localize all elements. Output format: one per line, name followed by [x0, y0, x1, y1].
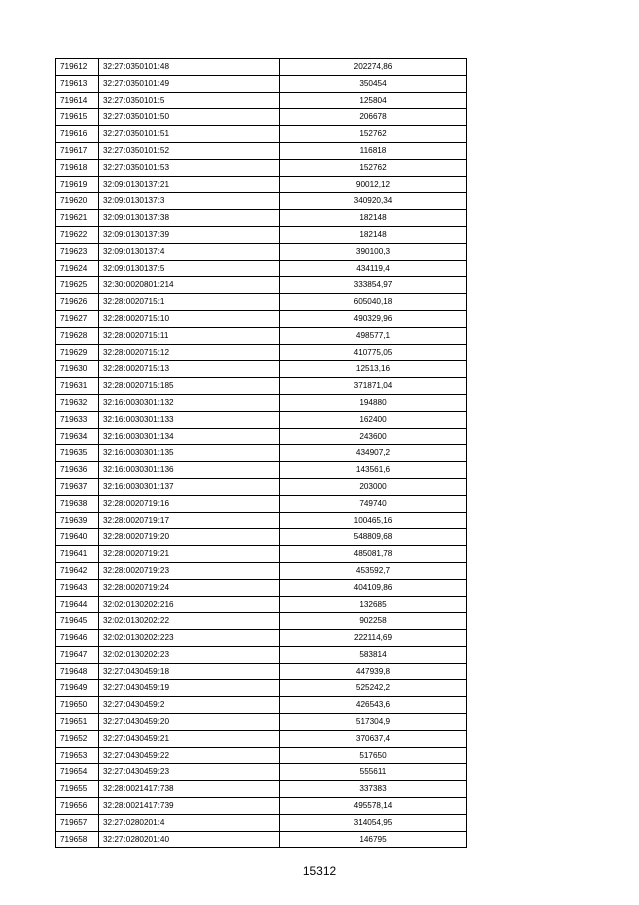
table-row: [56, 378, 467, 395]
row-id-cell: 719657: [56, 814, 99, 831]
row-id-cell: 719640: [56, 529, 99, 546]
table-row: [56, 428, 467, 445]
cadastral-number-cell: 32:27:0430459:18: [99, 663, 280, 680]
table-row: [56, 361, 467, 378]
table-row: [56, 142, 467, 159]
cadastral-number-cell: 32:28:0020719:17: [99, 512, 280, 529]
row-id-cell: 719614: [56, 92, 99, 109]
table-row: [56, 411, 467, 428]
value-cell: 314054,95: [280, 814, 467, 831]
value-cell: 495578,14: [280, 798, 467, 815]
table-row: [56, 445, 467, 462]
cadastral-number-cell: 32:27:0430459:23: [99, 764, 280, 781]
table-row: [56, 831, 467, 848]
cadastral-number-cell: 32:28:0020715:1: [99, 294, 280, 311]
row-id-cell: 719658: [56, 831, 99, 848]
table-row: [56, 546, 467, 563]
cadastral-number-cell: 32:28:0020715:13: [99, 361, 280, 378]
cadastral-number-cell: 32:16:0030301:137: [99, 478, 280, 495]
table-row: [56, 109, 467, 126]
row-id-cell: 719651: [56, 714, 99, 731]
cadastral-number-cell: 32:28:0020719:24: [99, 579, 280, 596]
cadastral-number-cell: 32:27:0350101:51: [99, 126, 280, 143]
table-row: [56, 747, 467, 764]
value-cell: 146795: [280, 831, 467, 848]
value-cell: 350454: [280, 75, 467, 92]
row-id-cell: 719636: [56, 462, 99, 479]
row-id-cell: 719656: [56, 798, 99, 815]
table-row: [56, 210, 467, 227]
cadastral-number-cell: 32:28:0020719:23: [99, 562, 280, 579]
value-cell: 498577,1: [280, 327, 467, 344]
value-cell: 370637,4: [280, 730, 467, 747]
row-id-cell: 719631: [56, 378, 99, 395]
row-id-cell: 719634: [56, 428, 99, 445]
table-row: [56, 814, 467, 831]
table-row: [56, 294, 467, 311]
row-id-cell: 719627: [56, 310, 99, 327]
value-cell: 390100,3: [280, 243, 467, 260]
row-id-cell: 719639: [56, 512, 99, 529]
row-id-cell: 719619: [56, 176, 99, 193]
row-id-cell: 719633: [56, 411, 99, 428]
page-number: 15312: [302, 864, 337, 878]
cadastral-number-cell: 32:09:0130137:5: [99, 260, 280, 277]
table-row: [56, 579, 467, 596]
cadastral-number-cell: 32:28:0020715:10: [99, 310, 280, 327]
row-id-cell: 719630: [56, 361, 99, 378]
table-row: [56, 226, 467, 243]
value-cell: 426543,6: [280, 697, 467, 714]
row-id-cell: 719621: [56, 210, 99, 227]
cadastral-number-cell: 32:02:0130202:223: [99, 630, 280, 647]
value-cell: 90012,12: [280, 176, 467, 193]
cadastral-number-cell: 32:16:0030301:136: [99, 462, 280, 479]
value-cell: 434907,2: [280, 445, 467, 462]
cadastral-number-cell: 32:27:0350101:53: [99, 159, 280, 176]
value-cell: 605040,18: [280, 294, 467, 311]
table-row: [56, 630, 467, 647]
cadastral-number-cell: 32:02:0130202:216: [99, 596, 280, 613]
table-row: [56, 680, 467, 697]
table-row: [56, 344, 467, 361]
cadastral-number-cell: 32:28:0021417:739: [99, 798, 280, 815]
row-id-cell: 719625: [56, 277, 99, 294]
row-id-cell: 719641: [56, 546, 99, 563]
value-cell: 243600: [280, 428, 467, 445]
cadastral-number-cell: 32:27:0350101:49: [99, 75, 280, 92]
row-id-cell: 719628: [56, 327, 99, 344]
table-row: [56, 260, 467, 277]
value-cell: 525242,2: [280, 680, 467, 697]
table-row: [56, 663, 467, 680]
table-row: [56, 764, 467, 781]
row-id-cell: 719654: [56, 764, 99, 781]
value-cell: 404109,86: [280, 579, 467, 596]
row-id-cell: 719643: [56, 579, 99, 596]
value-cell: 194880: [280, 394, 467, 411]
row-id-cell: 719646: [56, 630, 99, 647]
value-cell: 182148: [280, 226, 467, 243]
row-id-cell: 719622: [56, 226, 99, 243]
table-row: [56, 126, 467, 143]
row-id-cell: 719617: [56, 142, 99, 159]
cadastral-number-cell: 32:27:0350101:48: [99, 59, 280, 76]
row-id-cell: 719650: [56, 697, 99, 714]
value-cell: 490329,96: [280, 310, 467, 327]
value-cell: 548809,68: [280, 529, 467, 546]
table-row: [56, 394, 467, 411]
table-row: [56, 562, 467, 579]
cadastral-number-cell: 32:28:0021417:738: [99, 781, 280, 798]
cadastral-number-cell: 32:27:0430459:21: [99, 730, 280, 747]
table-row: [56, 781, 467, 798]
row-id-cell: 719629: [56, 344, 99, 361]
cadastral-number-cell: 32:28:0020715:12: [99, 344, 280, 361]
table-row: [56, 243, 467, 260]
row-id-cell: 719616: [56, 126, 99, 143]
row-id-cell: 719615: [56, 109, 99, 126]
cadastral-number-cell: 32:28:0020715:11: [99, 327, 280, 344]
table-row: [56, 714, 467, 731]
table-row: [56, 176, 467, 193]
value-cell: 749740: [280, 495, 467, 512]
value-cell: 517304,9: [280, 714, 467, 731]
value-cell: 162400: [280, 411, 467, 428]
value-cell: 333854,97: [280, 277, 467, 294]
row-id-cell: 719635: [56, 445, 99, 462]
row-id-cell: 719644: [56, 596, 99, 613]
value-cell: 12513,16: [280, 361, 467, 378]
table-row: [56, 159, 467, 176]
cadastral-number-cell: 32:02:0130202:23: [99, 646, 280, 663]
value-cell: 337383: [280, 781, 467, 798]
value-cell: 116818: [280, 142, 467, 159]
cadastral-number-cell: 32:02:0130202:22: [99, 613, 280, 630]
table-row: [56, 495, 467, 512]
cadastral-number-cell: 32:09:0130137:38: [99, 210, 280, 227]
table-row: [56, 646, 467, 663]
value-cell: 152762: [280, 159, 467, 176]
row-id-cell: 719618: [56, 159, 99, 176]
value-cell: 143561,6: [280, 462, 467, 479]
table-row: [56, 730, 467, 747]
value-cell: 340920,34: [280, 193, 467, 210]
cadastral-number-cell: 32:27:0350101:5: [99, 92, 280, 109]
value-cell: 203000: [280, 478, 467, 495]
cadastral-number-cell: 32:27:0430459:22: [99, 747, 280, 764]
value-cell: 485081,78: [280, 546, 467, 563]
cadastral-number-cell: 32:27:0430459:19: [99, 680, 280, 697]
cadastral-number-cell: 32:16:0030301:133: [99, 411, 280, 428]
row-id-cell: 719637: [56, 478, 99, 495]
row-id-cell: 719613: [56, 75, 99, 92]
cadastral-number-cell: 32:27:0350101:50: [99, 109, 280, 126]
cadastral-number-cell: 32:09:0130137:39: [99, 226, 280, 243]
table-row: [56, 512, 467, 529]
cadastral-number-cell: 32:27:0350101:52: [99, 142, 280, 159]
value-cell: 132685: [280, 596, 467, 613]
row-id-cell: 719652: [56, 730, 99, 747]
cadastral-number-cell: 32:16:0030301:132: [99, 394, 280, 411]
table-row: [56, 193, 467, 210]
table-row: [56, 596, 467, 613]
cadastral-number-cell: 32:27:0430459:2: [99, 697, 280, 714]
table-row: [56, 310, 467, 327]
cadastral-number-cell: 32:16:0030301:135: [99, 445, 280, 462]
table-row: [56, 462, 467, 479]
table-row: [56, 478, 467, 495]
row-id-cell: 719638: [56, 495, 99, 512]
cadastral-number-cell: 32:27:0280201:40: [99, 831, 280, 848]
cadastral-number-cell: 32:28:0020719:21: [99, 546, 280, 563]
value-cell: 447939,8: [280, 663, 467, 680]
value-cell: 410775,05: [280, 344, 467, 361]
data-table: [55, 58, 467, 848]
value-cell: 583814: [280, 646, 467, 663]
table-row: [56, 92, 467, 109]
row-id-cell: 719624: [56, 260, 99, 277]
value-cell: 125804: [280, 92, 467, 109]
table-row: [56, 277, 467, 294]
row-id-cell: 719648: [56, 663, 99, 680]
table-row: [56, 327, 467, 344]
row-id-cell: 719645: [56, 613, 99, 630]
cadastral-number-cell: 32:28:0020719:20: [99, 529, 280, 546]
row-id-cell: 719647: [56, 646, 99, 663]
table-row: [56, 59, 467, 76]
table-row: [56, 529, 467, 546]
table-row: [56, 798, 467, 815]
row-id-cell: 719655: [56, 781, 99, 798]
row-id-cell: 719626: [56, 294, 99, 311]
row-id-cell: 719623: [56, 243, 99, 260]
cadastral-number-cell: 32:09:0130137:4: [99, 243, 280, 260]
table-row: [56, 697, 467, 714]
table-row: [56, 613, 467, 630]
cadastral-number-cell: 32:30:0020801:214: [99, 277, 280, 294]
value-cell: 902258: [280, 613, 467, 630]
cadastral-number-cell: 32:09:0130137:3: [99, 193, 280, 210]
value-cell: 100465,16: [280, 512, 467, 529]
row-id-cell: 719649: [56, 680, 99, 697]
cadastral-number-cell: 32:16:0030301:134: [99, 428, 280, 445]
cadastral-number-cell: 32:28:0020719:16: [99, 495, 280, 512]
cadastral-number-cell: 32:28:0020715:185: [99, 378, 280, 395]
value-cell: 555611: [280, 764, 467, 781]
row-id-cell: 719612: [56, 59, 99, 76]
cadastral-number-cell: 32:27:0280201:4: [99, 814, 280, 831]
row-id-cell: 719653: [56, 747, 99, 764]
value-cell: 182148: [280, 210, 467, 227]
cadastral-number-cell: 32:09:0130137:21: [99, 176, 280, 193]
table-row: [56, 75, 467, 92]
value-cell: 371871,04: [280, 378, 467, 395]
cadastral-number-cell: 32:27:0430459:20: [99, 714, 280, 731]
value-cell: 453592,7: [280, 562, 467, 579]
row-id-cell: 719620: [56, 193, 99, 210]
value-cell: 152762: [280, 126, 467, 143]
value-cell: 206678: [280, 109, 467, 126]
value-cell: 434119,4: [280, 260, 467, 277]
value-cell: 517650: [280, 747, 467, 764]
value-cell: 222114,69: [280, 630, 467, 647]
table-body: [56, 59, 467, 848]
value-cell: 202274,86: [280, 59, 467, 76]
row-id-cell: 719632: [56, 394, 99, 411]
row-id-cell: 719642: [56, 562, 99, 579]
